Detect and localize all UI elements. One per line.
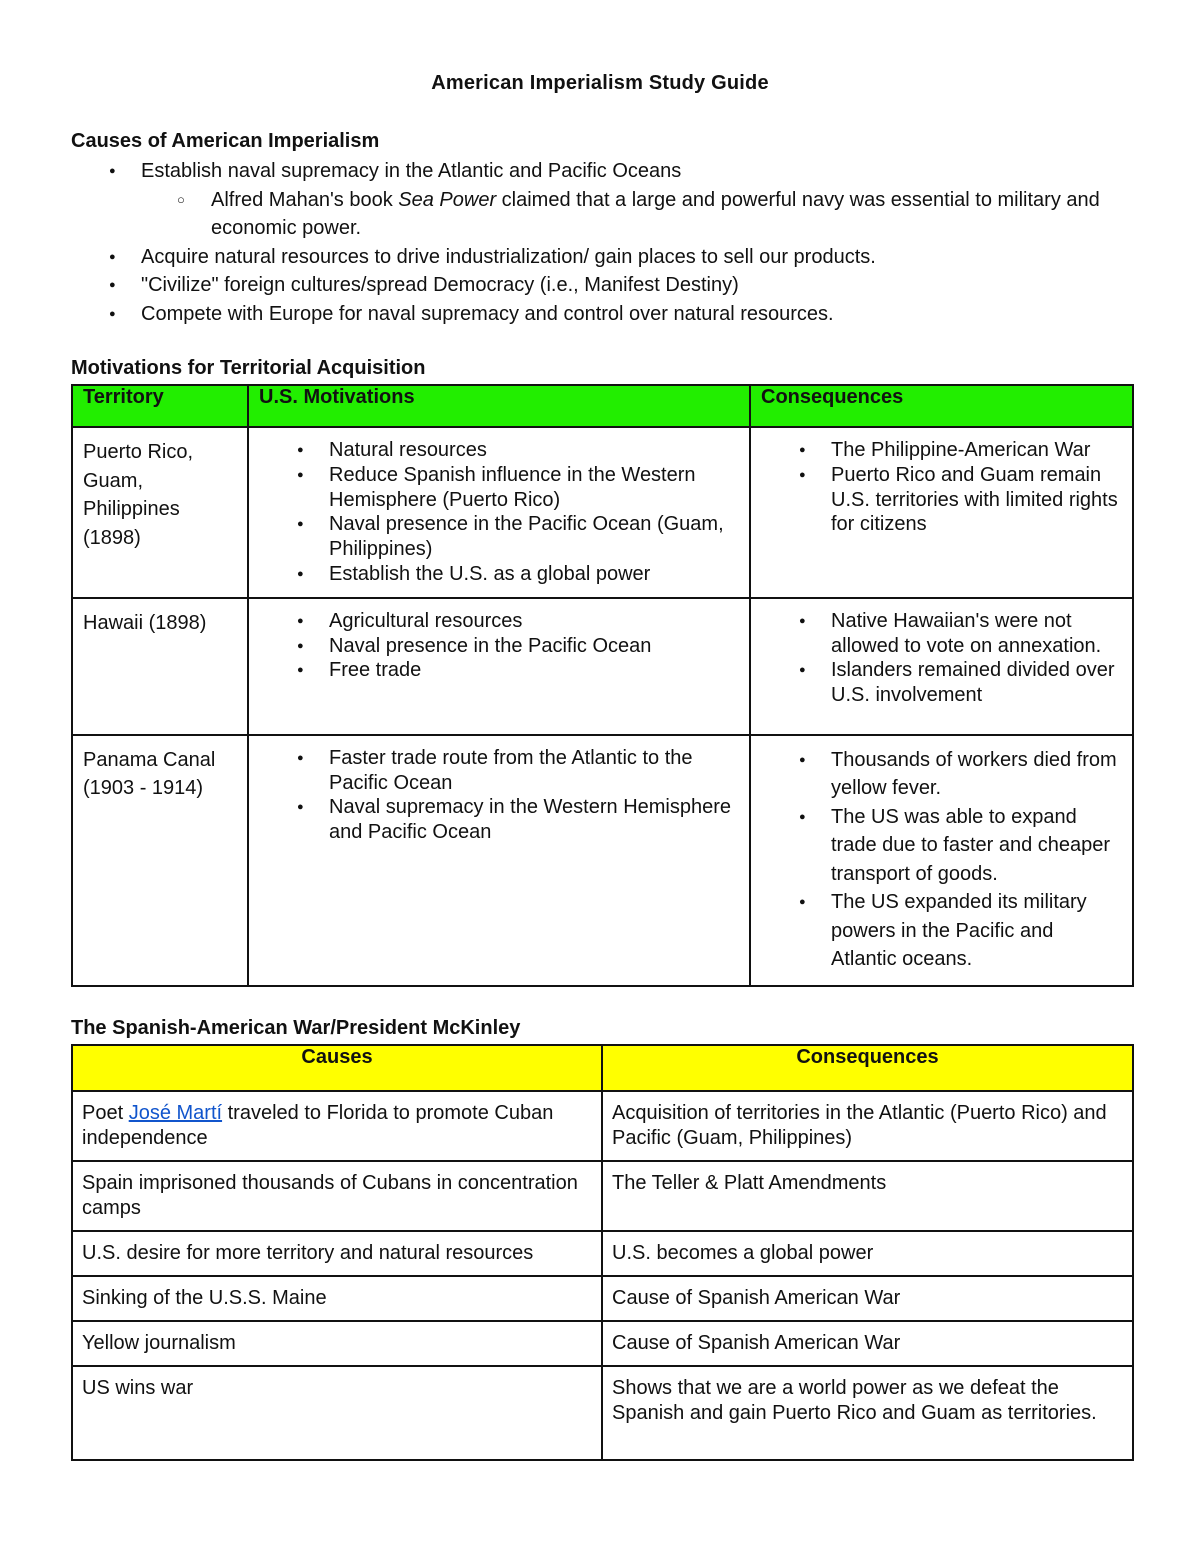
cause-cell: Spain imprisoned thousands of Cubans in concentration camps: [72, 1161, 602, 1231]
list-item: ● Acquire natural resources to drive industrialization/ gain places to sell our products.: [71, 243, 1141, 272]
table-row: [72, 1366, 1133, 1460]
table-row: [72, 1276, 1133, 1321]
list-item: ● Reduce Spanish influence in the Western Hemisphere (Puerto Rico): [259, 463, 739, 513]
column-header: Causes: [72, 1045, 602, 1091]
motivations-cell: [248, 427, 750, 598]
list-item: ● Islanders remained divided over U.S. involvement: [761, 658, 1122, 708]
motivations-cell: [248, 735, 750, 986]
motivations-cell: [248, 598, 750, 735]
column-header: Consequences: [602, 1045, 1133, 1091]
table-row: [72, 1231, 1133, 1276]
list-item: ● The Philippine-American War: [761, 438, 1122, 463]
column-header: Territory: [72, 385, 248, 427]
list-item: ● The US was able to expand trade due to faster and cheaper transport of goods.: [761, 803, 1122, 889]
column-header: U.S. Motivations: [248, 385, 750, 427]
column-header: Consequences: [750, 385, 1133, 427]
consequence-cell: Acquisition of territories in the Atlantic (Puerto Rico) and Pacific (Guam, Philippines): [602, 1091, 1133, 1161]
consequence-cell: Shows that we are a world power as we defeat the Spanish and gain Puerto Rico and Guam as territories.: [602, 1366, 1133, 1460]
table-row: [72, 1321, 1133, 1366]
table-row: [72, 1091, 1133, 1161]
cause-text-before: Poet: [82, 1102, 129, 1124]
list-item: ● Compete with Europe for naval supremacy and control over natural resources.: [71, 300, 1141, 329]
list-item: ● Naval presence in the Pacific Ocean: [259, 634, 739, 659]
jose-marti-link[interactable]: José Martí: [128, 1102, 223, 1124]
war-heading: The Spanish-American War/President McKinley: [71, 1017, 521, 1039]
territory-cell: Puerto Rico, Guam, Philippines (1898): [72, 427, 248, 598]
list-item: ● The US expanded its military powers in the Pacific and Atlantic oceans.: [761, 888, 1122, 974]
list-item: ● "Civilize" foreign cultures/spread Democracy (i.e., Manifest Destiny): [71, 271, 1141, 300]
list-item: ● Naval presence in the Pacific Ocean (Guam, Philippines): [259, 512, 739, 562]
causes-heading: Causes of American Imperialism: [71, 130, 380, 152]
page-title: American Imperialism Study Guide: [431, 72, 769, 94]
list-item: ● Establish naval supremacy in the Atlantic and Pacific Oceans: [71, 157, 1141, 186]
list-item: ● Faster trade route from the Atlantic to the Pacific Ocean: [259, 746, 739, 796]
consequences-cell: [750, 598, 1133, 735]
list-item: ● Puerto Rico and Guam remain U.S. territories with limited rights for citizens: [761, 463, 1122, 537]
consequences-cell: [750, 427, 1133, 598]
consequence-cell: Cause of Spanish American War: [602, 1321, 1133, 1366]
consequence-cell: The Teller & Platt Amendments: [602, 1161, 1133, 1231]
cause-text-after: traveled to Florida to promote Cuban independence: [82, 1102, 554, 1149]
list-item: ● Native Hawaiian's were not allowed to vote on annexation.: [761, 609, 1122, 659]
table-row: [72, 735, 1133, 986]
list-item: ● Free trade: [259, 658, 739, 683]
war-table: [71, 1044, 1134, 1461]
territory-cell: Hawaii (1898): [72, 598, 248, 735]
consequences-cell: [750, 735, 1133, 986]
list-item: ● Naval supremacy in the Western Hemisphere and Pacific Ocean: [259, 795, 739, 845]
cause-cell: Sinking of the U.S.S. Maine: [72, 1276, 602, 1321]
book-title: Sea Power: [398, 188, 497, 211]
sub-text-after: claimed that a large and powerful navy was essential to military and economic power.: [211, 188, 1100, 239]
list-item-sub: [71, 186, 1141, 243]
table-header-row: [72, 1045, 1133, 1091]
cause-cell: Yellow journalism: [72, 1321, 602, 1366]
consequence-cell: Cause of Spanish American War: [602, 1276, 1133, 1321]
table-header-row: [72, 385, 1133, 427]
cause-cell: [72, 1091, 602, 1161]
cause-cell: US wins war: [72, 1366, 602, 1460]
sub-text-before: Alfred Mahan's book: [211, 188, 399, 211]
list-item: ● Agricultural resources: [259, 609, 739, 634]
list-item: ● Establish the U.S. as a global power: [259, 562, 739, 587]
motivations-table: [71, 384, 1134, 987]
cause-cell: U.S. desire for more territory and natural resources: [72, 1231, 602, 1276]
list-item: ● Natural resources: [259, 438, 739, 463]
list-item: ● Thousands of workers died from yellow fever.: [761, 746, 1122, 803]
table-row: [72, 427, 1133, 598]
causes-list: [71, 157, 1141, 328]
table-row: [72, 598, 1133, 735]
consequence-cell: U.S. becomes a global power: [602, 1231, 1133, 1276]
table-row: [72, 1161, 1133, 1231]
territory-cell: Panama Canal (1903 - 1914): [72, 735, 248, 986]
motivations-heading: Motivations for Territorial Acquisition: [71, 357, 426, 379]
